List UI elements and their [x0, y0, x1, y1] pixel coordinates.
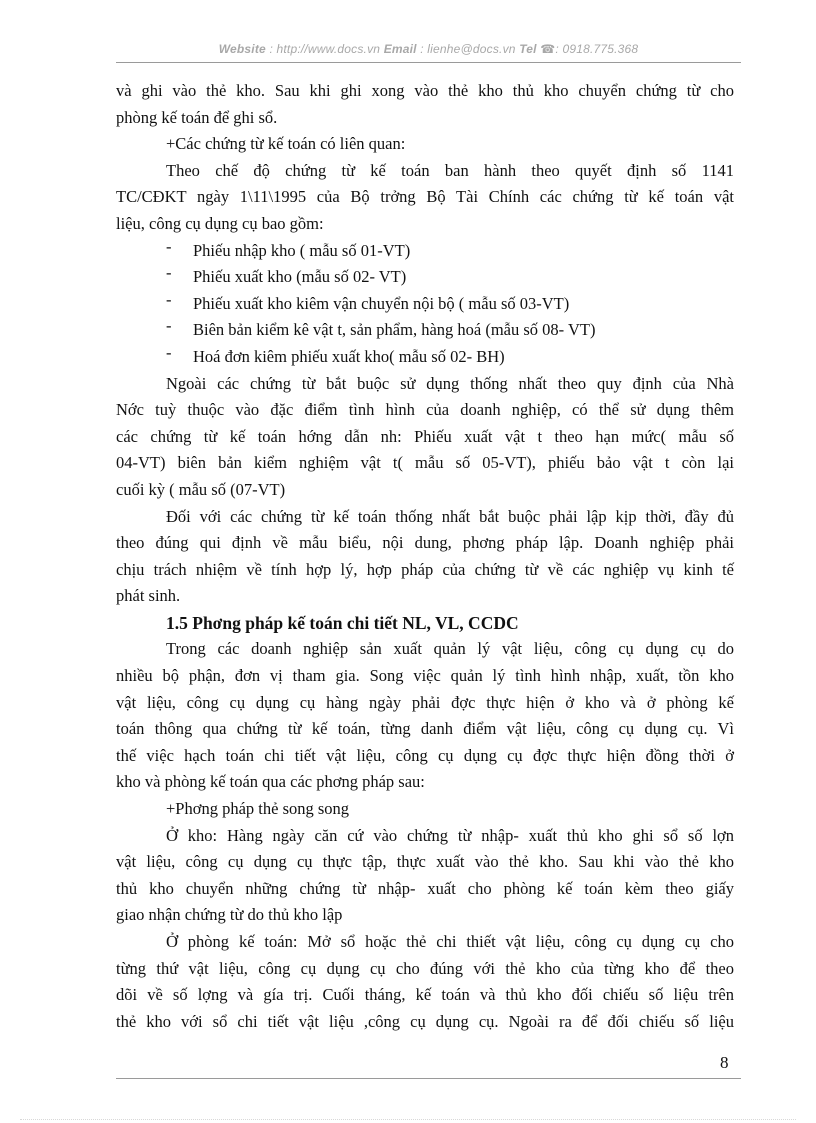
text-line: Trong các doanh nghiệp sản xuất quản lý vật liệu, công cụ dụng cụ do [166, 639, 734, 659]
text-line: các chứng từ kế toán hớng dẫn nh: Phiếu xuất vật t theo hạn mức( mẫu số [116, 426, 734, 446]
list-item-text: Phiếu nhập kho ( mẫu số 01-VT) [193, 240, 411, 260]
text-line: giao nhận chứng từ do thủ kho lập [116, 905, 343, 925]
dash-bullet: - [166, 263, 172, 283]
page-number: 8 [720, 1053, 729, 1072]
tel-label: Tel [519, 42, 537, 56]
text-line: và ghi vào thẻ kho. Sau khi ghi xong vào thẻ kho thủ kho chuyển chứng từ cho [116, 81, 734, 100]
list-item [116, 264, 734, 291]
email-value: : lienhe@docs.vn [416, 42, 520, 56]
text-line: vật liệu, công cụ dụng cụ thực tập, thực xuất vào thẻ kho. Sau khi vào thẻ kho [116, 852, 734, 872]
email-label: Email [383, 42, 417, 56]
list-item [116, 317, 734, 344]
text-line: Ở phòng kế toán: Mở sổ hoặc thẻ chi thiết vật liệu, công cụ dụng cụ cho [166, 932, 734, 951]
text-line: Ở kho: Hàng ngày căn cứ vào chứng từ nhập- xuất thủ kho ghi sổ số lợn [166, 825, 734, 845]
text-line: 04-VT) biên bản kiểm nghiệm vật t( mẫu số 05-VT), phiếu bảo vật t còn lại [116, 453, 734, 473]
text-line: +Các chứng từ kế toán có liên quan: [166, 134, 406, 154]
text-line: dõi về số lợng và gía trị. Cuối tháng, kế toán và thủ kho đối chiếu số liệu trên [116, 985, 734, 1005]
text-line: theo đúng qui định về mẫu biểu, nội dung, phơng pháp lập. Doanh nghiệp phải [116, 533, 734, 553]
dash-bullet: - [166, 236, 172, 256]
header-rule [116, 62, 741, 63]
list-item [116, 344, 734, 371]
text-line: Đối với các chứng từ kế toán thống nhất bắt buộc phải lập kịp thời, đầy đủ [166, 506, 734, 526]
text-line: thẻ kho với sổ chi tiết vật liệu ,công cụ dụng cụ. Ngoài ra để đối chiếu số liệu [116, 1011, 734, 1031]
footer-rule [116, 1078, 741, 1079]
text-line: từng thứ vật liệu, công cụ dụng cụ cho đúng với thẻ kho của từng kho để theo [116, 958, 734, 978]
list-item-text: Phiếu xuất kho kiêm vận chuyển nội bộ ( mẫu số 03-VT) [193, 293, 570, 313]
text-line: thủ kho chuyển những chứng từ nhập- xuất cho phòng kế toán kèm theo giấy [116, 878, 734, 898]
text-line: toán thông qua chứng từ kế toán, từng danh điểm vật liệu, công cụ dụng cụ. Vì [116, 719, 734, 739]
list-item [116, 291, 734, 318]
page-header [116, 42, 741, 56]
text-line: kho và phòng kế toán qua các phơng pháp sau: [116, 772, 425, 792]
page-edge-dotted-line [20, 1119, 796, 1120]
text-line: Nớc tuỳ thuộc vào đặc điểm tình hình của doanh nghiệp, có thể sử dụng thêm [116, 400, 734, 420]
list-item-text: Hoá đơn kiêm phiếu xuất kho( mẫu số 02- BH) [193, 346, 505, 366]
text-line: vật liệu, công cụ dụng cụ hàng ngày phải đợc thực hiện ở kho và ở phòng kế [116, 692, 734, 712]
text-line: chịu trách nhiệm về tính hợp lý, hợp pháp của chứng từ về các nghiệp vụ kinh tế [116, 559, 734, 579]
text-line: nhiều bộ phận, đơn vị tham gia. Song việc quản lý tình hình nhập, xuất, tồn kho [116, 666, 734, 686]
document-body [116, 78, 734, 1035]
text-line: liệu, công cụ dụng cụ bao gồm: [116, 213, 324, 233]
section-heading: 1.5 Phơng pháp kế toán chi tiết NL, VL, CCDC [166, 612, 519, 633]
text-line: phòng kế toán để ghi sổ. [116, 107, 278, 127]
dash-bullet: - [166, 316, 172, 336]
dash-bullet: - [166, 342, 172, 362]
list-item-text: Biên bản kiểm kê vật t, sản phẩm, hàng hoá (mẫu số 08- VT) [193, 320, 596, 340]
text-line: phát sinh. [116, 586, 181, 606]
website-value: : http://www.docs.vn [265, 42, 384, 56]
website-label: Website [218, 42, 266, 56]
list-item [116, 238, 734, 265]
text-line: Theo chế độ chứng từ kế toán ban hành theo quyết định số 1141 [166, 160, 734, 180]
text-line: +Phơng pháp thẻ song song [166, 799, 350, 819]
dash-bullet: - [166, 289, 172, 309]
tel-value: ☎: 0918.775.368 [536, 42, 639, 56]
text-line: TC/CĐKT ngày 1\11\1995 của Bộ trởng Bộ Tài Chính các chứng từ kế toán vật [116, 187, 734, 207]
list-item-text: Phiếu xuất kho (mẫu số 02- VT) [193, 267, 407, 287]
text-line: thế việc hạch toán chi tiết vật liệu, công cụ dụng cụ đợc thực hiện đồng thời ở [116, 745, 734, 765]
text-line: cuối kỳ ( mẫu số (07-VT) [116, 479, 286, 499]
text-line: Ngoài các chứng từ bắt buộc sử dụng thống nhất theo quy định của Nhà [166, 373, 734, 393]
